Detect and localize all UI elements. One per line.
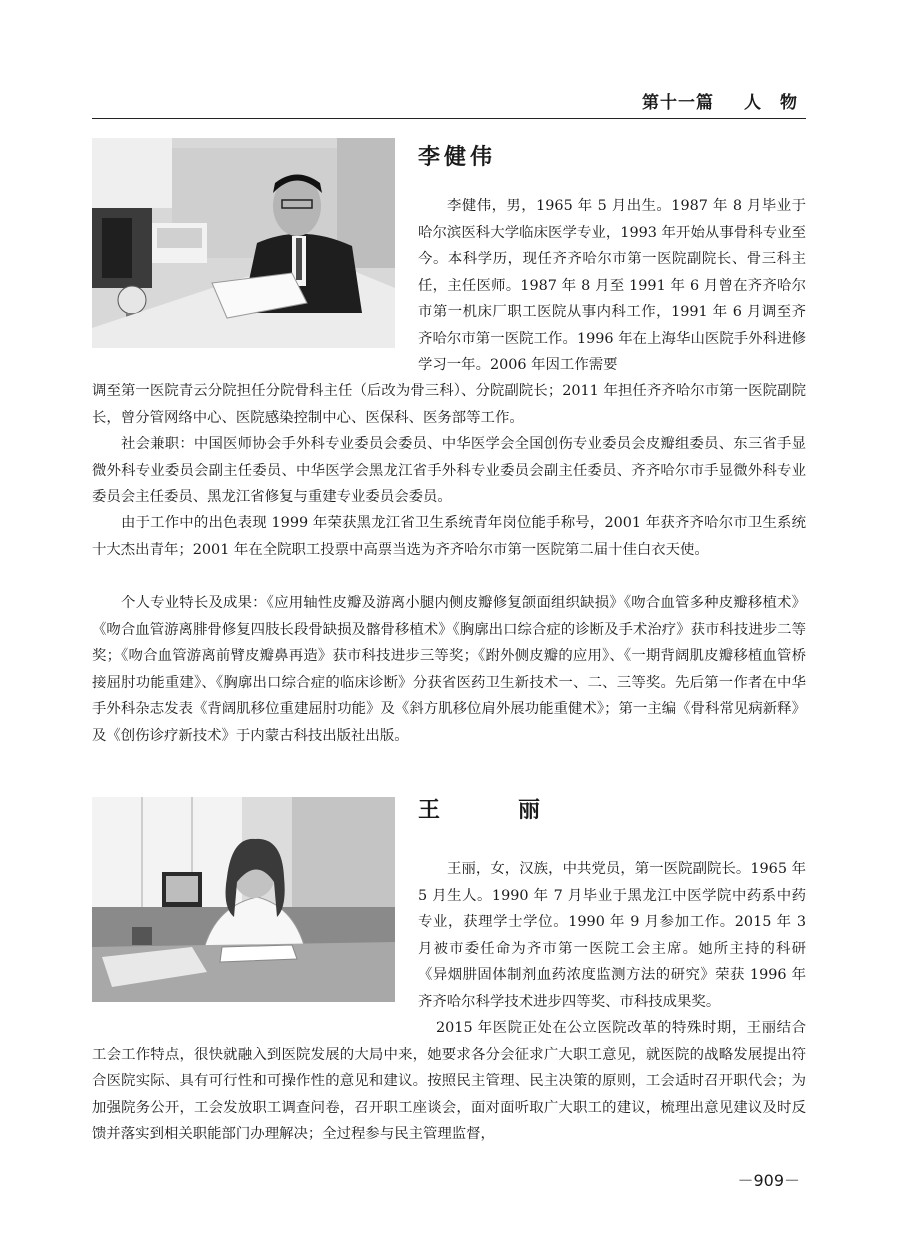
profile-name-wang-li: 王 丽: [418, 797, 569, 823]
profile-name-li-jianwei: 李健伟: [418, 144, 497, 170]
profile-wang-para-2: 2015 年医院正处在公立医院改革的特殊时期，王丽结合工会工作特点，很快就融入到医院发展的大局中来，她要求各分会征求广大职工意见，就医院的战略发展提出符合医院实际、具有可行性和可操作性的意见和建议。按照民主管理、民主决策的原则，工会适时召开职代会；为加强院务公开，工会发放职工调查问卷，召开职工座谈会，面对面听取广大职工的建议，梳理出意见建议及时反馈并落实到相关职能部门办理解决；全过程参与民主管理监督，: [92, 1020, 806, 1142]
header-chapter: 人 物: [744, 93, 798, 113]
profile-li-para-1-top: 李健伟，男，1965 年 5 月出生。1987 年 8 月毕业于哈尔滨医科大学临床医学专业，1993 年开始从事骨科专业至今。本科学历，现任齐齐哈尔市第一医院副院长、骨三科主任，主任医师。1987 年 8 月至 1991 年 6 月曾在齐齐哈尔市第一机床厂职工医院从事内科工作，1991 年 6 月调至齐齐哈尔市第一医院工作。1996 年在上海华山医院手外科进修学习一年。2006 年因工作需要: [418, 198, 806, 373]
photo-wang-li: [92, 797, 395, 1002]
profile-li-para-3: 由于工作中的出色表现 1999 年荣获黑龙江省卫生系统青年岗位能手称号，2001 年获齐齐哈尔市卫生系统十大杰出青年；2001 年在全院职工投票中高票当选为齐齐哈尔市第一医院第二届十佳白衣天使。: [92, 515, 806, 558]
portrait-man-image: [92, 138, 395, 348]
profile-li-para-2: 社会兼职：中国医师协会手外科专业委员会委员、中华医学会全国创伤专业委员会皮瓣组委员、东三省手显微外科专业委员会副主任委员、中华医学会黑龙江省手外科专业委员会副主任委员、齐齐哈尔市手显微外科专业委员会主任委员、黑龙江省修复与重建专业委员会委员。: [92, 436, 806, 505]
profile-li-para-1-bottom: 调至第一医院青云分院担任分院骨科主任（后改为骨三科）、分院副院长；2011 年担任齐齐哈尔市第一医院副院长，曾分管网络中心、医院感染控制中心、医保科、医务部等工作。: [92, 383, 806, 426]
profile-wang-para-1: 王丽，女，汉族，中共党员，第一医院副院长。1965 年 5 月生人。1990 年 7 月毕业于黑龙江中医学院中药系中药专业，获理学士学位。1990 年 9 月参加工作。2015 年 3 月被市委任命为齐市第一医院工会主席。她所主持的科研《异烟肼固体制剂血药浓度监测方法的研究》荣获 1996 年齐齐哈尔科学技术进步四等奖、市科技成果奖。: [418, 861, 806, 1010]
running-header: [92, 82, 806, 119]
header-title: [642, 88, 798, 113]
profile-li-para-4: 个人专业特长及成果：《应用轴性皮瓣及游离小腿内侧皮瓣修复颌面组织缺损》《吻合血管多种皮瓣移植术》《吻合血管游离腓骨修复四肢长段骨缺损及髂骨移植术》《胸廓出口综合症的诊断及手术治疗》获市科技进步二等奖；《吻合血管游离前臂皮瓣鼻再造》获市科技进步三等奖；《跗外侧皮瓣的应用》、《一期背阔肌皮瓣移植血管桥接屈肘功能重建》、《胸廓出口综合症的临床诊断》分获省医药卫生新技术一、二、三等奖。先后第一作者在中华手外科杂志发表《背阔肌移位重建屈肘功能》及《斜方肌移位肩外展功能重健术》；第一主编《骨科常见病新释》及《创伤诊疗新技术》于内蒙古科技出版社出版。: [92, 595, 806, 744]
header-part: 第十一篇: [642, 93, 714, 113]
page-number: －909－: [737, 1171, 800, 1190]
photo-li-jianwei: [92, 138, 395, 348]
portrait-woman-image: [92, 797, 395, 1002]
